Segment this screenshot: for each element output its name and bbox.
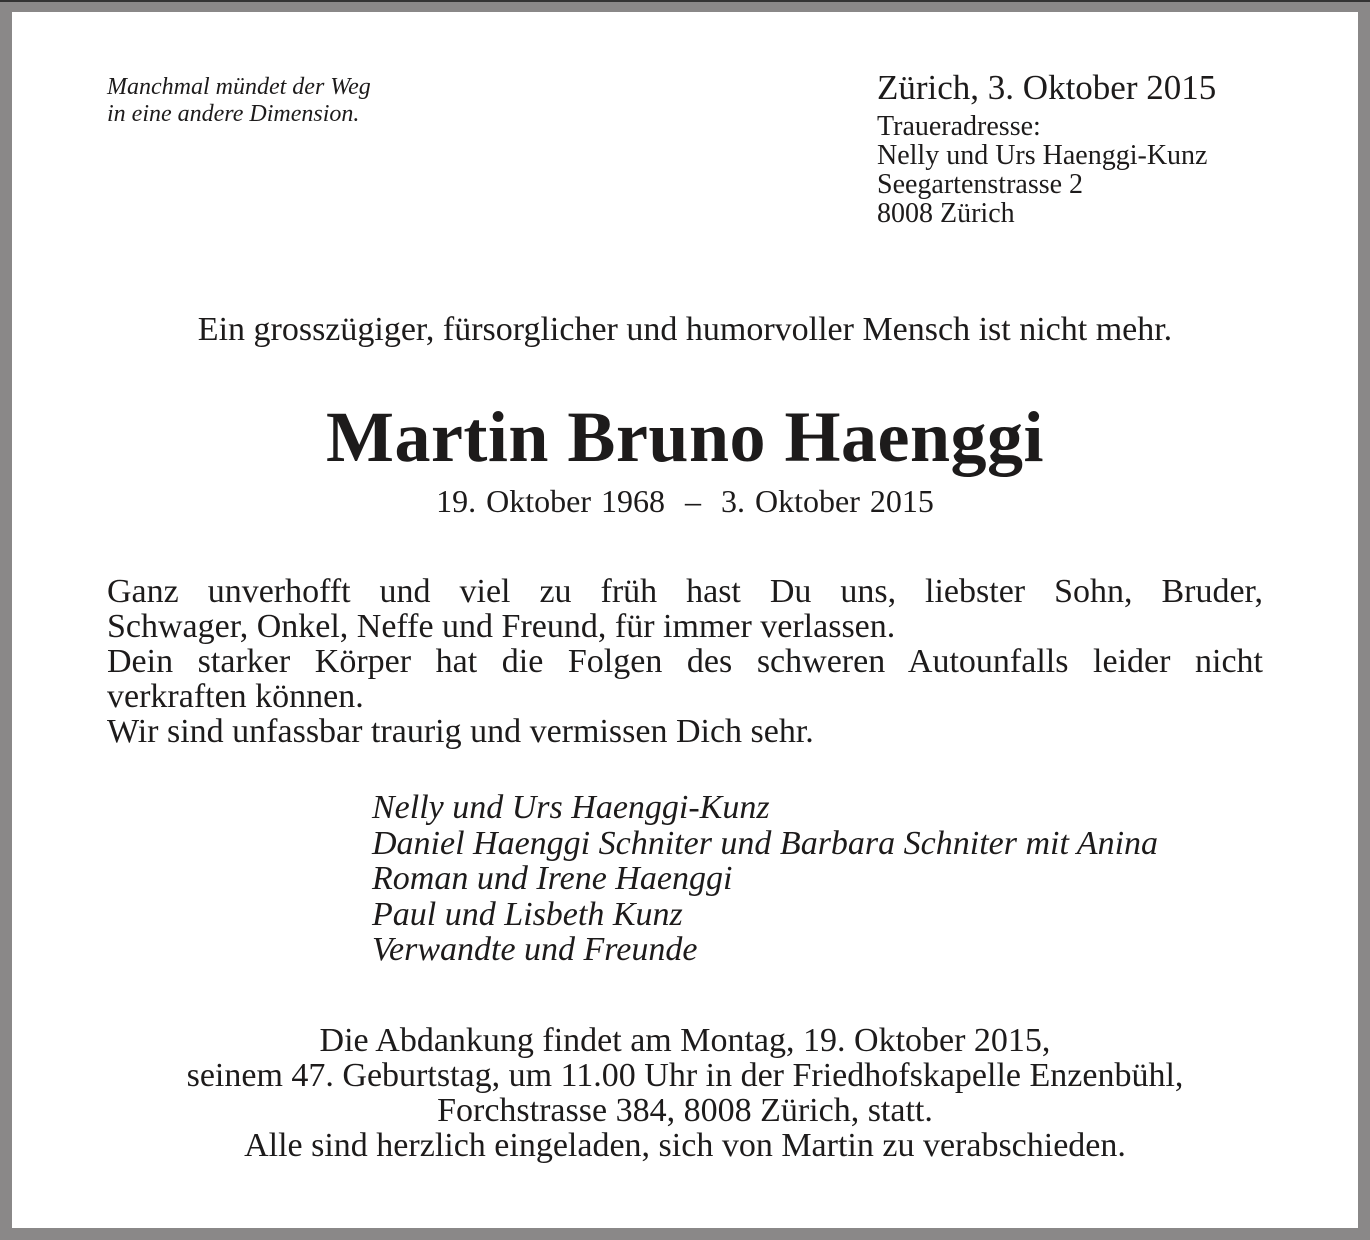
signer: Roman und Irene Haenggi	[372, 860, 733, 897]
mourning-address	[877, 112, 1207, 228]
window-top-edge	[0, 0, 1370, 2]
body-line: Wir sind unfassbar traurig und vermissen Dich sehr.	[107, 713, 814, 750]
funeral-info-line: Alle sind herzlich eingeladen, sich von Martin zu verabschieden.	[244, 1127, 1126, 1164]
motto	[107, 74, 371, 128]
signers-list	[372, 790, 1158, 968]
life-dates: 19. Oktober 1968 – 3. Oktober 2015	[436, 483, 934, 519]
body-line: Dein starker Körper hat die Folgen des schweren Autounfalls leider nicht	[107, 643, 1263, 680]
body-line: verkraften können.	[107, 678, 364, 715]
signer: Verwandte und Freunde	[372, 931, 698, 968]
deceased-name: Martin Bruno Haenggi	[325, 397, 1044, 477]
funeral-info-line: Forchstrasse 384, 8008 Zürich, statt.	[437, 1092, 933, 1129]
funeral-info	[12, 1023, 1358, 1163]
address-city: 8008 Zürich	[877, 198, 1015, 229]
signer: Paul und Lisbeth Kunz	[372, 895, 683, 933]
motto-line: Manchmal mündet der Weg	[107, 74, 371, 100]
body-text	[107, 574, 1263, 749]
address-name: Nelly und Urs Haenggi-Kunz	[877, 140, 1208, 171]
place-date: Zürich, 3. Oktober 2015	[877, 68, 1217, 107]
tagline: Ein grosszügiger, fürsorglicher und humorvoller Mensch ist nicht mehr.	[197, 311, 1173, 348]
motto-line: in eine andere Dimension.	[107, 101, 360, 127]
funeral-info-line: Die Abdankung findet am Montag, 19. Oktober 2015,	[319, 1022, 1051, 1059]
address-street: Seegartenstrasse 2	[877, 169, 1084, 200]
body-line: Ganz unverhofft und viel zu früh hast Du uns, liebster Sohn, Bruder,	[107, 573, 1263, 610]
body-line: Schwager, Onkel, Neffe und Freund, für immer verlassen.	[107, 608, 896, 645]
funeral-info-line: seinem 47. Geburtstag, um 11.00 Uhr in der Friedhofskapelle Enzenbühl,	[186, 1057, 1184, 1094]
signer: Nelly und Urs Haenggi-Kunz	[372, 789, 770, 826]
address-label: Traueradresse:	[877, 111, 1041, 142]
obituary-page	[12, 12, 1358, 1228]
signer: Daniel Haenggi Schniter und Barbara Schniter mit Anina	[372, 824, 1159, 862]
